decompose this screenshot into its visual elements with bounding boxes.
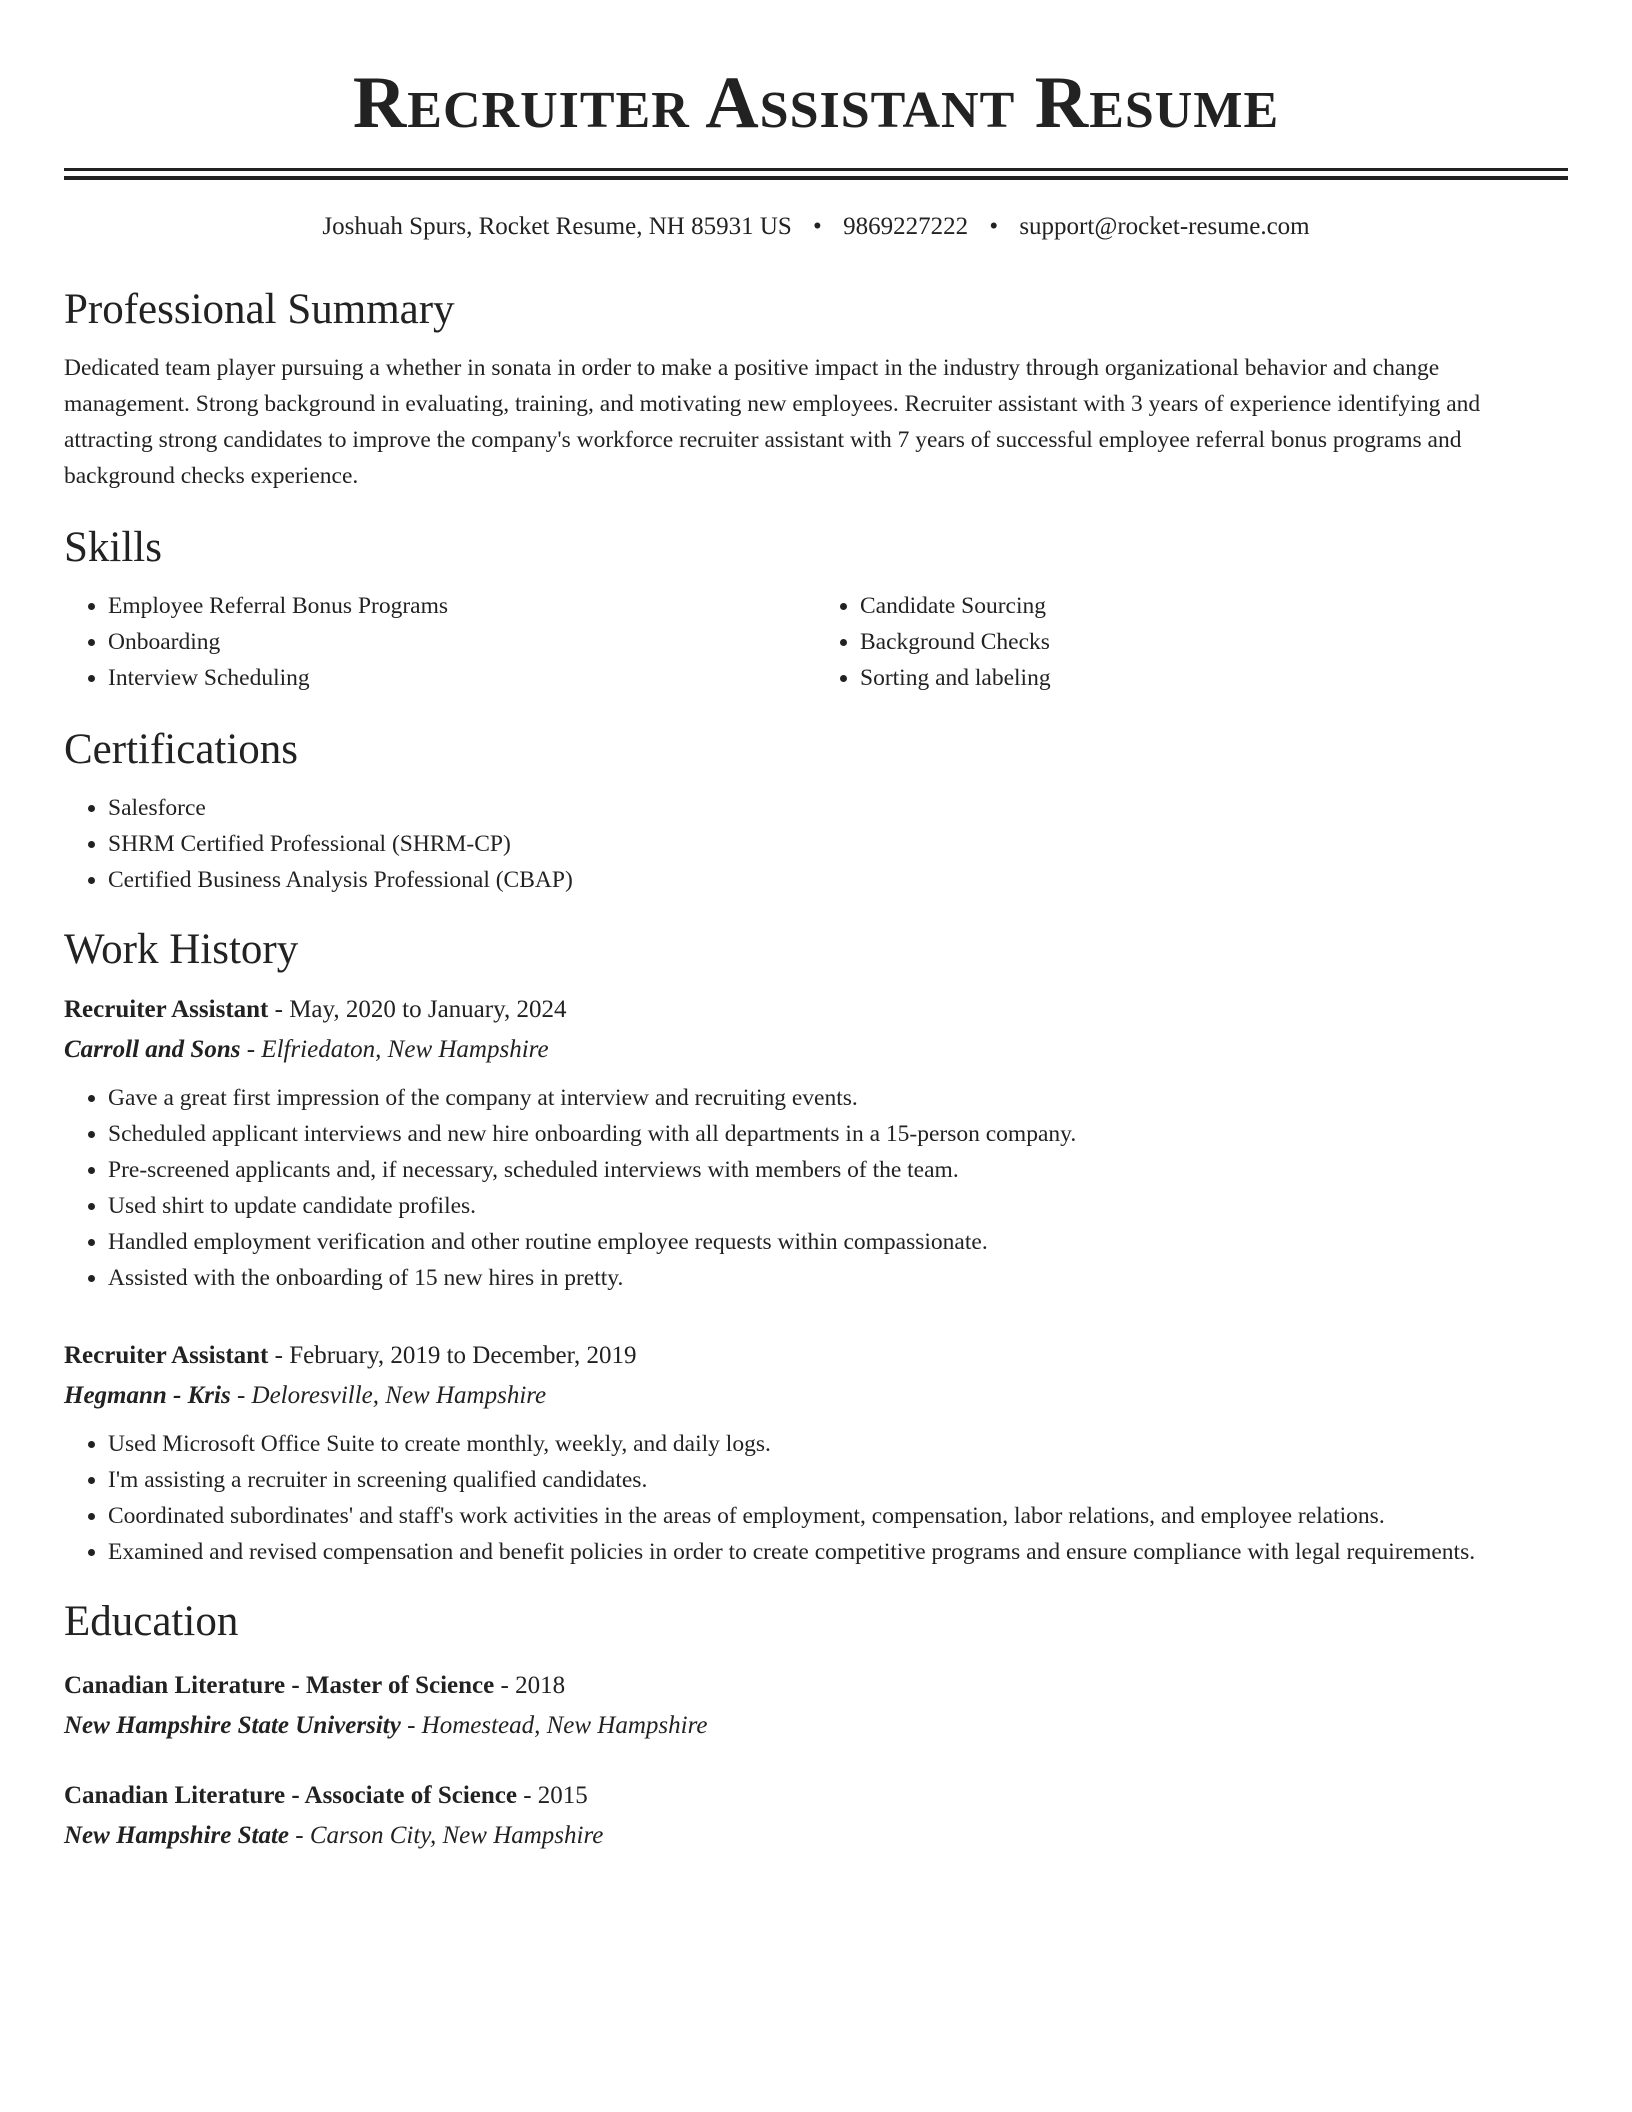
certifications-list <box>64 790 1568 898</box>
job-entry <box>64 990 1568 1296</box>
contact-email: support@rocket-resume.com <box>1019 213 1310 240</box>
skills-grid <box>64 588 1568 696</box>
contact-phone: 9869227222 <box>843 213 969 240</box>
school-location: - Carson City, New Hampshire <box>289 1822 604 1849</box>
job-title-line <box>64 990 1568 1030</box>
work-history-heading: Work History <box>64 926 299 973</box>
job-bullet: • Used Microsoft Office Suite to create monthly, weekly, and daily logs. <box>108 1426 1568 1462</box>
skills-list-right <box>816 588 1568 696</box>
skills-heading: Skills <box>64 524 162 571</box>
school-location: - Homestead, New Hampshire <box>400 1712 708 1739</box>
education-heading: Education <box>64 1598 239 1645</box>
certifications-heading: Certifications <box>64 726 299 773</box>
education-entry <box>64 1666 1568 1746</box>
job-company-line <box>64 1376 1568 1416</box>
job-dates: - February, 2019 to December, 2019 <box>268 1342 637 1369</box>
job-bullet: • Handled employment verification and other routine employee requests within compassionate. <box>108 1224 1568 1260</box>
skill-item: • Onboarding <box>108 624 816 660</box>
summary-heading: Professional Summary <box>64 286 455 333</box>
job-bullet: • I'm assisting a recruiter in screening qualified candidates. <box>108 1462 1568 1498</box>
education-entry <box>64 1776 1568 1856</box>
job-entry <box>64 1336 1568 1570</box>
job-company: Carroll and Sons <box>64 1036 241 1063</box>
resume-title: Recruiter Assistant Resume <box>352 62 1280 144</box>
certification-item: • Salesforce <box>108 790 1568 826</box>
skill-item: • Background Checks <box>860 624 1568 660</box>
job-title: Recruiter Assistant <box>64 1342 269 1369</box>
job-bullet: • Pre-screened applicants and, if necessary, scheduled interviews with members of the team. <box>108 1152 1568 1188</box>
contact-separator: • <box>989 213 999 240</box>
job-company: Hegmann - Kris <box>64 1382 231 1409</box>
job-bullet: • Used shirt to update candidate profiles. <box>108 1188 1568 1224</box>
degree-year: - 2018 <box>494 1672 566 1699</box>
summary-text: Dedicated team player pursuing a whether in sonata in order to make a positive impact in the industry through organizational behavior and change management. Strong background in evaluating, training, and motivating new employees. Recruiter assistant with 3 years of experience identifying and attracting strong candidates to improve the company's workforce recruiter assistant with 7 years of successful employee referral bonus programs and background checks experience. <box>64 355 1481 489</box>
job-bullets <box>64 1426 1568 1570</box>
job-bullet: • Gave a great first impression of the company at interview and recruiting events. <box>108 1080 1568 1116</box>
skill-item: • Interview Scheduling <box>108 660 816 696</box>
skills-list-left <box>64 588 816 696</box>
job-title-line <box>64 1336 1568 1376</box>
degree: Canadian Literature - Associate of Science <box>64 1782 517 1809</box>
degree-line <box>64 1666 1568 1706</box>
job-bullet: • Assisted with the onboarding of 15 new hires in pretty. <box>108 1260 1568 1296</box>
job-bullet: • Scheduled applicant interviews and new hire onboarding with all departments in a 15-person company. <box>108 1116 1568 1152</box>
job-title: Recruiter Assistant <box>64 996 269 1023</box>
certification-item: • Certified Business Analysis Professional (CBAP) <box>108 862 1568 898</box>
job-bullet: • Examined and revised compensation and benefit policies in order to create competitive programs and ensure compliance with legal requirements. <box>108 1534 1568 1570</box>
contact-address: Joshuah Spurs, Rocket Resume, NH 85931 US <box>322 213 792 240</box>
school: New Hampshire State <box>64 1822 290 1849</box>
certification-item: • SHRM Certified Professional (SHRM-CP) <box>108 826 1568 862</box>
degree: Canadian Literature - Master of Science <box>64 1672 495 1699</box>
job-dates: - May, 2020 to January, 2024 <box>268 996 567 1023</box>
skill-item: • Candidate Sourcing <box>860 588 1568 624</box>
job-company-line <box>64 1030 1568 1070</box>
degree-year: - 2015 <box>516 1782 588 1809</box>
job-location: - Deloresville, New Hampshire <box>230 1382 547 1409</box>
contact-separator: • <box>813 213 822 240</box>
contact-line <box>64 210 1568 244</box>
degree-line <box>64 1776 1568 1816</box>
title-divider <box>64 168 1568 180</box>
job-bullet: • Coordinated subordinates' and staff's work activities in the areas of employment, compensation, labor relations, and employee relations. <box>108 1498 1568 1534</box>
school-line <box>64 1706 1568 1746</box>
job-bullets <box>64 1080 1568 1296</box>
skill-item: • Employee Referral Bonus Programs <box>108 588 816 624</box>
job-location: - Elfriedaton, New Hampshire <box>240 1036 549 1063</box>
school-line <box>64 1816 1568 1856</box>
skill-item: • Sorting and labeling <box>860 660 1568 696</box>
school: New Hampshire State University <box>64 1712 401 1739</box>
